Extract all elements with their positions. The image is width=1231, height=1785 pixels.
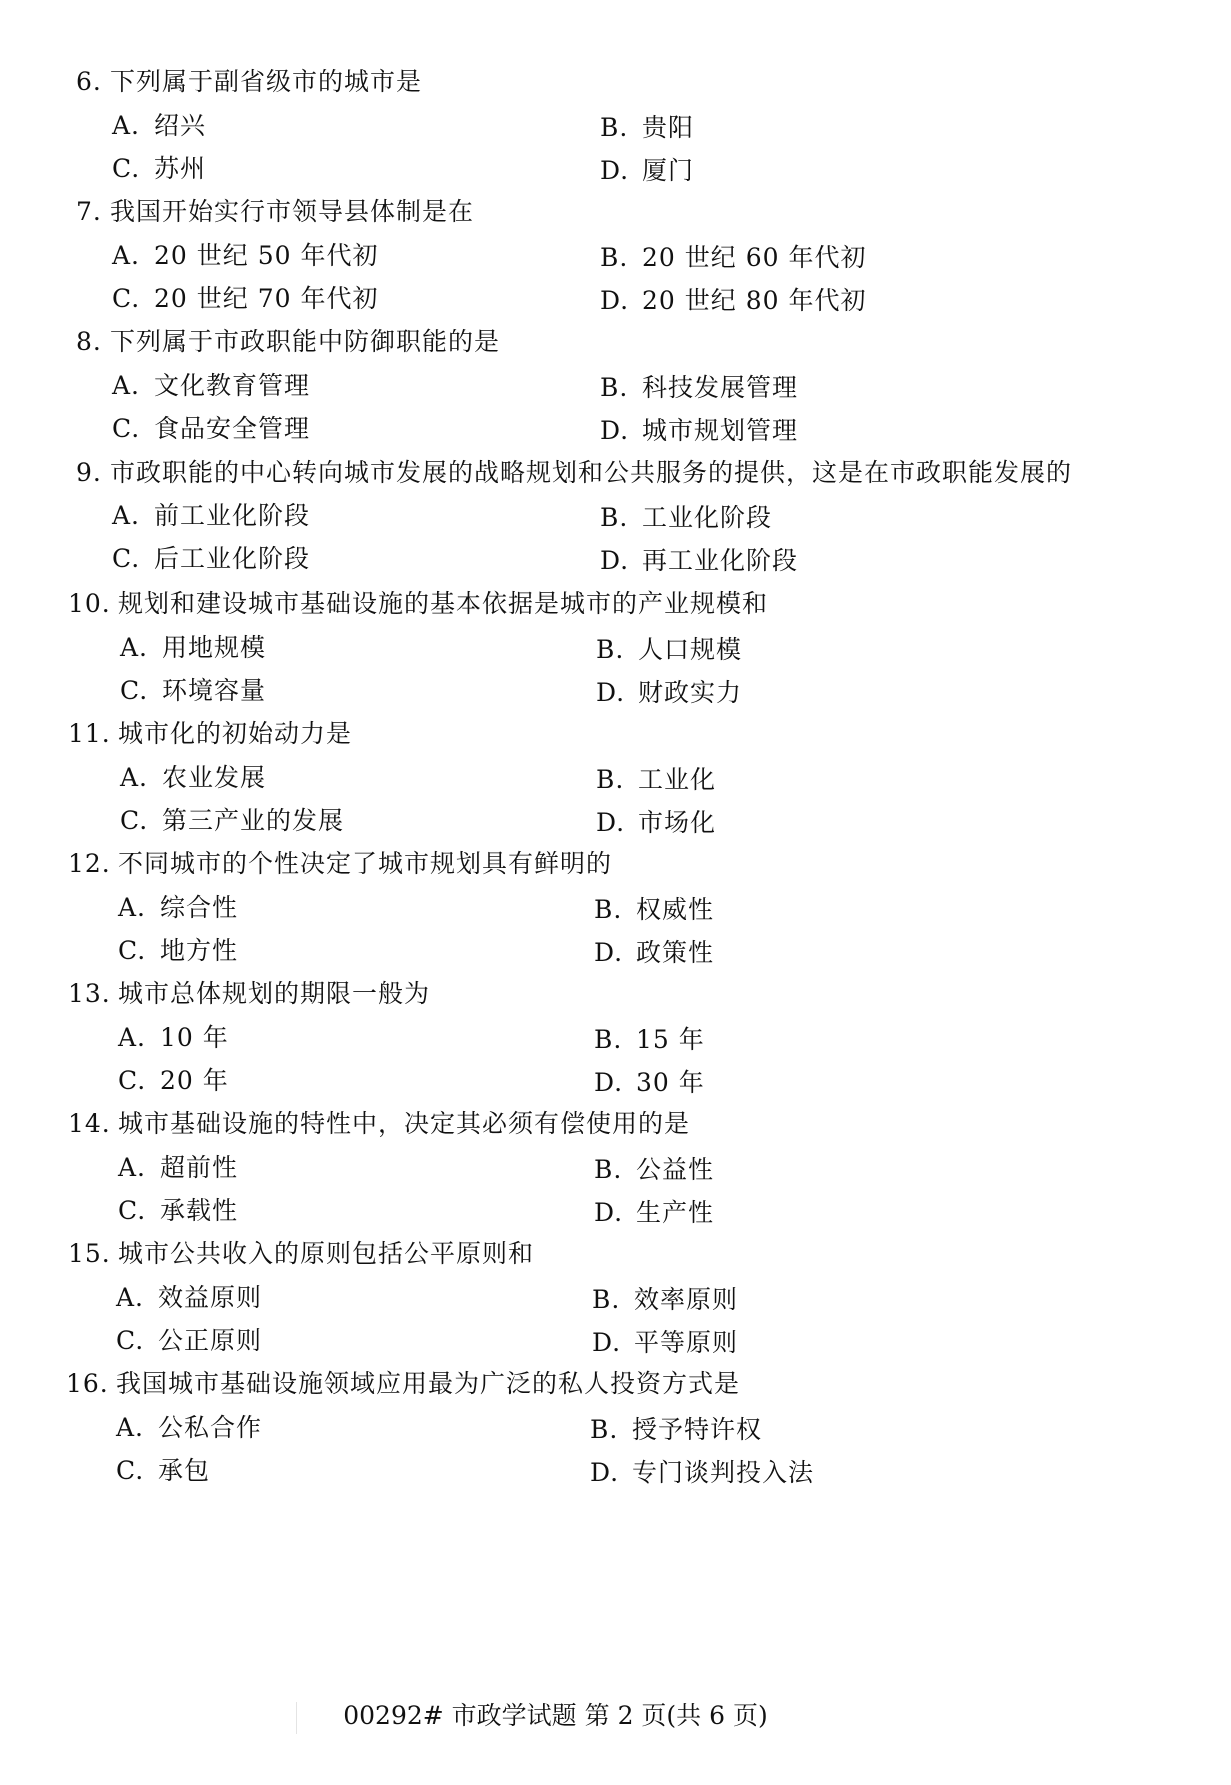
option-a xyxy=(118,1152,238,1184)
option-text: 地方性 xyxy=(160,936,239,965)
option-text: 文化教育管理 xyxy=(154,371,311,400)
option-text: 政策性 xyxy=(636,938,715,967)
option-letter: D. xyxy=(596,678,626,707)
question-number: 6. xyxy=(76,67,102,96)
question-number: 16. xyxy=(66,1369,109,1398)
option-b xyxy=(596,634,742,666)
option-text: 环境容量 xyxy=(162,676,267,705)
question-stem xyxy=(66,1368,740,1400)
option-letter: C. xyxy=(120,676,149,705)
question-text: 规划和建设城市基础设施的基本依据是城市的产业规模和 xyxy=(118,589,769,618)
option-text: 30 年 xyxy=(636,1068,705,1097)
option-d xyxy=(600,285,866,317)
option-letter: A. xyxy=(120,763,149,792)
question-text: 城市化的初始动力是 xyxy=(118,719,353,748)
option-text: 20 世纪 70 年代初 xyxy=(154,284,379,313)
option-letter: B. xyxy=(594,1155,623,1184)
option-b xyxy=(594,1154,714,1186)
option-b xyxy=(590,1414,762,1446)
option-text: 工业化 xyxy=(638,765,717,794)
option-letter: A. xyxy=(112,371,141,400)
footer-text: 00292# 市政学试题 第 2 页(共 6 页) xyxy=(343,1701,768,1730)
option-text: 厦门 xyxy=(642,156,695,185)
question-stem xyxy=(68,1108,690,1140)
option-letter: C. xyxy=(112,414,141,443)
question-stem xyxy=(68,588,768,620)
option-a xyxy=(120,632,266,664)
option-text: 绍兴 xyxy=(154,111,207,140)
option-a xyxy=(120,762,266,794)
option-letter: A. xyxy=(118,1153,147,1182)
option-letter: D. xyxy=(600,286,630,315)
question-stem xyxy=(76,326,500,358)
option-text: 前工业化阶段 xyxy=(154,501,311,530)
option-text: 承包 xyxy=(158,1456,211,1485)
option-d xyxy=(600,155,694,187)
question-text: 下列属于副省级市的城市是 xyxy=(110,67,423,96)
question-number: 14. xyxy=(68,1109,111,1138)
option-d xyxy=(590,1457,814,1489)
option-text: 授予特许权 xyxy=(632,1415,763,1444)
option-letter: C. xyxy=(118,1066,147,1095)
option-letter: D. xyxy=(594,938,624,967)
option-text: 人口规模 xyxy=(638,635,743,664)
option-c xyxy=(118,935,238,967)
page-footer xyxy=(0,1700,1231,1732)
option-c xyxy=(112,283,378,315)
option-a xyxy=(112,370,310,402)
option-text: 10 年 xyxy=(160,1023,229,1052)
option-letter: C. xyxy=(112,154,141,183)
option-text: 食品安全管理 xyxy=(154,414,311,443)
option-text: 生产性 xyxy=(636,1198,715,1227)
question-stem xyxy=(68,848,612,880)
question-text: 下列属于市政职能中防御职能的是 xyxy=(110,327,501,356)
option-letter: B. xyxy=(600,503,629,532)
option-letter: A. xyxy=(116,1283,145,1312)
option-a xyxy=(116,1412,262,1444)
question-text: 城市公共收入的原则包括公平原则和 xyxy=(118,1239,535,1268)
option-letter: B. xyxy=(600,113,629,142)
option-text: 农业发展 xyxy=(162,763,267,792)
question-number: 9. xyxy=(76,458,102,487)
option-letter: A. xyxy=(112,111,141,140)
option-letter: C. xyxy=(112,544,141,573)
option-letter: C. xyxy=(118,936,147,965)
option-letter: D. xyxy=(596,808,626,837)
question-stem xyxy=(76,196,474,228)
question-number: 10. xyxy=(68,589,111,618)
question-number: 15. xyxy=(68,1239,111,1268)
option-b xyxy=(594,1024,705,1056)
option-text: 第三产业的发展 xyxy=(162,806,345,835)
option-letter: A. xyxy=(112,241,141,270)
option-letter: A. xyxy=(118,893,147,922)
option-letter: D. xyxy=(590,1458,620,1487)
option-letter: B. xyxy=(592,1285,621,1314)
option-b xyxy=(592,1284,738,1316)
option-text: 城市规划管理 xyxy=(642,416,799,445)
option-d xyxy=(594,1067,705,1099)
question-stem xyxy=(68,978,430,1010)
option-text: 工业化阶段 xyxy=(642,503,773,532)
question-text: 市政职能的中心转向城市发展的战略规划和公共服务的提供，这是在市政职能发展的 xyxy=(110,458,1073,487)
option-letter: D. xyxy=(594,1068,624,1097)
option-c xyxy=(120,805,344,837)
option-c xyxy=(118,1195,238,1227)
option-text: 承载性 xyxy=(160,1196,239,1225)
option-text: 用地规模 xyxy=(162,633,267,662)
option-a xyxy=(112,500,310,532)
option-a xyxy=(112,110,206,142)
option-text: 公正原则 xyxy=(158,1326,263,1355)
option-b xyxy=(594,894,714,926)
question-number: 7. xyxy=(76,197,102,226)
option-text: 公益性 xyxy=(636,1155,715,1184)
option-text: 科技发展管理 xyxy=(642,373,799,402)
option-letter: D. xyxy=(600,546,630,575)
option-text: 财政实力 xyxy=(638,678,743,707)
question-stem xyxy=(76,457,1072,489)
option-d xyxy=(592,1327,738,1359)
option-letter: C. xyxy=(116,1456,145,1485)
option-b xyxy=(600,502,772,534)
option-b xyxy=(600,112,694,144)
question-text: 我国开始实行市领导县体制是在 xyxy=(110,197,475,226)
question-stem xyxy=(68,1238,534,1270)
option-letter: B. xyxy=(596,635,625,664)
question-text: 城市基础设施的特性中，决定其必须有偿使用的是 xyxy=(118,1109,691,1138)
option-letter: D. xyxy=(594,1198,624,1227)
option-c xyxy=(116,1455,210,1487)
question-number: 13. xyxy=(68,979,111,1008)
option-b xyxy=(596,764,716,796)
option-b xyxy=(600,372,798,404)
option-a xyxy=(118,1022,229,1054)
option-text: 再工业化阶段 xyxy=(642,546,799,575)
option-c xyxy=(120,675,266,707)
option-letter: A. xyxy=(120,633,149,662)
option-text: 20 世纪 50 年代初 xyxy=(154,241,379,270)
option-text: 权威性 xyxy=(636,895,715,924)
option-c xyxy=(118,1065,229,1097)
question-number: 12. xyxy=(68,849,111,878)
option-a xyxy=(112,240,378,272)
option-letter: D. xyxy=(600,156,630,185)
option-c xyxy=(112,543,310,575)
option-letter: B. xyxy=(594,1025,623,1054)
option-text: 公私合作 xyxy=(158,1413,263,1442)
question-text: 我国城市基础设施领域应用最为广泛的私人投资方式是 xyxy=(116,1369,741,1398)
option-letter: B. xyxy=(594,895,623,924)
option-c xyxy=(112,153,206,185)
option-text: 专门谈判投入法 xyxy=(632,1458,815,1487)
option-text: 20 年 xyxy=(160,1066,229,1095)
option-a xyxy=(116,1282,262,1314)
question-number: 8. xyxy=(76,327,102,356)
option-c xyxy=(116,1325,262,1357)
option-letter: A. xyxy=(116,1413,145,1442)
option-text: 15 年 xyxy=(636,1025,705,1054)
option-letter: C. xyxy=(116,1326,145,1355)
option-letter: C. xyxy=(112,284,141,313)
option-text: 20 世纪 80 年代初 xyxy=(642,286,867,315)
option-text: 超前性 xyxy=(160,1153,239,1182)
option-b xyxy=(600,242,866,274)
question-number: 11. xyxy=(68,719,111,748)
option-text: 苏州 xyxy=(154,154,207,183)
option-a xyxy=(118,892,238,924)
option-letter: B. xyxy=(590,1415,619,1444)
question-stem xyxy=(68,718,352,750)
option-letter: C. xyxy=(120,806,149,835)
question-text: 不同城市的个性决定了城市规划具有鲜明的 xyxy=(118,849,613,878)
option-d xyxy=(600,545,798,577)
option-letter: A. xyxy=(118,1023,147,1052)
option-d xyxy=(600,415,798,447)
option-letter: B. xyxy=(600,243,629,272)
option-d xyxy=(596,677,742,709)
option-text: 市场化 xyxy=(638,808,717,837)
option-text: 效益原则 xyxy=(158,1283,263,1312)
option-text: 贵阳 xyxy=(642,113,695,142)
option-letter: C. xyxy=(118,1196,147,1225)
option-d xyxy=(594,937,714,969)
option-d xyxy=(596,807,716,839)
question-stem xyxy=(76,66,422,98)
option-text: 效率原则 xyxy=(634,1285,739,1314)
option-d xyxy=(594,1197,714,1229)
option-letter: D. xyxy=(592,1328,622,1357)
option-letter: B. xyxy=(596,765,625,794)
option-text: 综合性 xyxy=(160,893,239,922)
option-text: 20 世纪 60 年代初 xyxy=(642,243,867,272)
option-text: 平等原则 xyxy=(634,1328,739,1357)
option-c xyxy=(112,413,310,445)
option-letter: D. xyxy=(600,416,630,445)
question-text: 城市总体规划的期限一般为 xyxy=(118,979,431,1008)
option-letter: A. xyxy=(112,501,141,530)
option-text: 后工业化阶段 xyxy=(154,544,311,573)
option-letter: B. xyxy=(600,373,629,402)
